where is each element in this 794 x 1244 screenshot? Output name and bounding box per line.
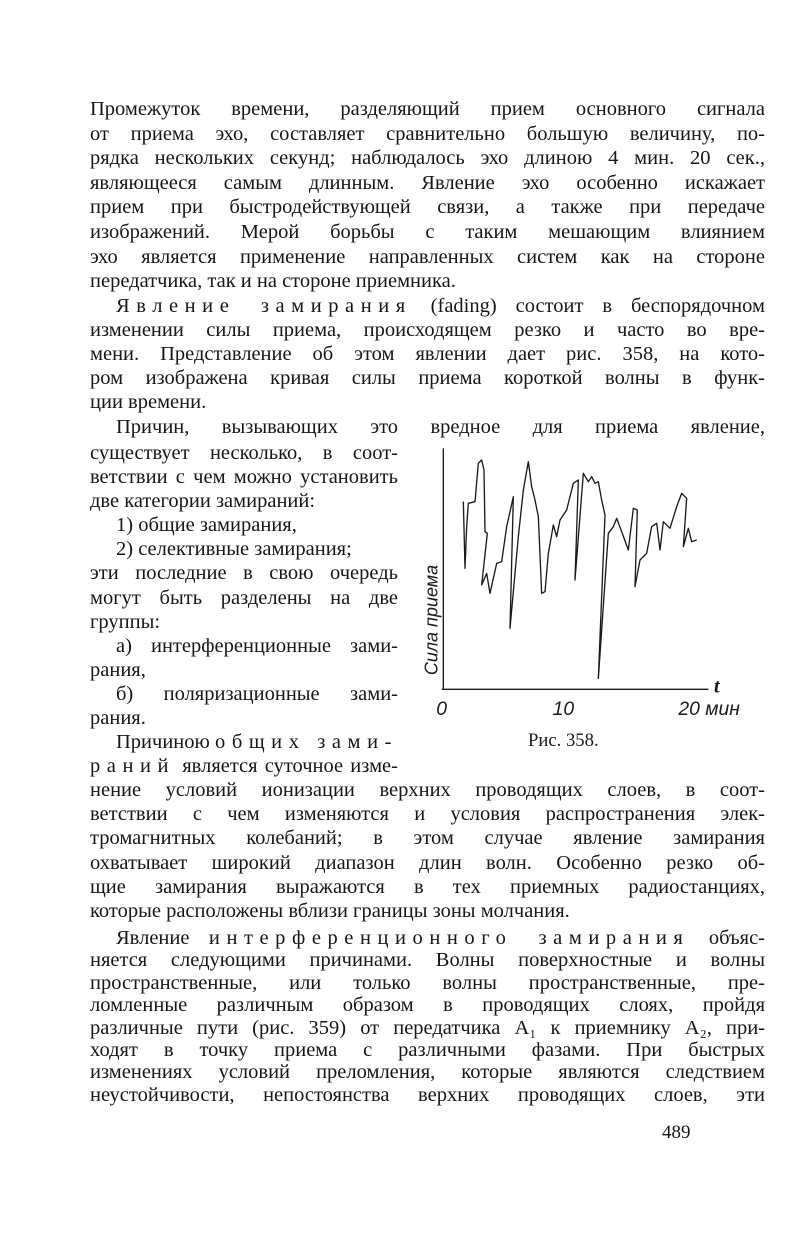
page-number: 489 bbox=[662, 1122, 691, 1143]
text-line: группы: bbox=[90, 610, 161, 633]
text-line: изменении силы приема, происходящем резко и часто во вре- bbox=[90, 319, 765, 341]
y-axis-label: Сила приема bbox=[421, 564, 442, 676]
text-line: две категории замираний: bbox=[90, 490, 316, 513]
text-line: существует несколько, в соот- bbox=[90, 442, 398, 464]
figure-358-fading-curve bbox=[400, 440, 780, 760]
x-axis-label: t bbox=[714, 675, 720, 698]
paragraph-echo bbox=[90, 97, 765, 294]
text-line: 2) селективные замирания; bbox=[116, 538, 352, 561]
text-line: б) поляризационные зами- bbox=[116, 682, 398, 705]
text-line: Промежуток времени, разделяющий прием основного сигнала bbox=[90, 98, 765, 120]
text-line: а) интерференционные зами- bbox=[116, 634, 398, 657]
x-tick-0: 0 bbox=[436, 699, 448, 720]
x-tick-20: 20 мин bbox=[678, 699, 740, 720]
text-line: эхо является применение направленных систем как на стороне bbox=[90, 245, 765, 268]
text-line: рания, bbox=[90, 658, 146, 681]
text-segment: Явление bbox=[116, 927, 209, 949]
text-segment: объяс- bbox=[689, 927, 765, 949]
paragraph-categories bbox=[90, 441, 398, 778]
text-segment: (fading) состоит в беспорядочном bbox=[411, 295, 765, 317]
text-segment: Причиною bbox=[116, 731, 216, 754]
text-line: ветствии с чем изменяются и условия распространения элек- bbox=[90, 803, 765, 826]
text-line: мени. Представление об этом явлении дает рис. 358, на кото- bbox=[90, 343, 765, 365]
figure-caption: Рис. 358. bbox=[528, 730, 599, 751]
paragraph-interference-fading bbox=[90, 927, 765, 1106]
text-line: ходят в точку приема с различными фазами. При быстрых bbox=[90, 1039, 765, 1062]
text-line bbox=[90, 730, 398, 754]
text-line bbox=[90, 294, 765, 318]
text-segment: является суточное изме- bbox=[175, 755, 398, 778]
spaced-emphasis: Явление замирания bbox=[116, 295, 412, 317]
text-line: ломленные различным образом в проводящих слоях, пройдя bbox=[90, 994, 765, 1017]
text-line: щие замирания выражаются в тех приемных радиостанциях, bbox=[90, 875, 765, 898]
text-line: ции времени. bbox=[90, 391, 207, 413]
text-line: охватывает широкий диапазон длин волн. Особенно резко об- bbox=[90, 851, 765, 874]
text-line: пространственные, или только волны пространственные, пре- bbox=[90, 971, 765, 994]
text-line: рядка нескольких секунд; наблюдалось эхо длиною 4 мин. 20 сек., bbox=[90, 147, 765, 170]
text-line: от приема эхо, составляет сравнительно большую величину, по- bbox=[90, 122, 765, 145]
paragraph-causes-intro bbox=[90, 415, 765, 439]
text-line: ром изображена кривая силы приема короткой волны в функ- bbox=[90, 367, 765, 389]
text-line: рания. bbox=[90, 707, 146, 730]
text-line: передатчика, так и на стороне приемника. bbox=[90, 270, 456, 293]
text-line: прием при быстродействующей связи, а также при передаче bbox=[90, 196, 765, 219]
text-line: ветствии с чем можно установить bbox=[90, 466, 398, 489]
signal-strength-curve bbox=[463, 460, 696, 678]
text-line: которые расположены вблизи границы зоны молчания. bbox=[90, 900, 570, 923]
text-line: могут быть разделены на две bbox=[90, 586, 398, 609]
text-line: нение условий ионизации верхних проводящих слоев, в соот- bbox=[90, 779, 765, 801]
text-line bbox=[90, 754, 398, 778]
spaced-emphasis: общих зами- bbox=[215, 731, 398, 754]
text-line: 1) общие замирания, bbox=[116, 514, 297, 537]
text-line: являющееся самым длинным. Явление эхо особенно искажает bbox=[90, 171, 765, 194]
text-line: неустойчивости, непостоянства верхних проводящих слоев, эти bbox=[90, 1083, 765, 1106]
text-line: Причин, вызывающих это вредное для приема явление, bbox=[116, 416, 765, 438]
paragraph-general-fading bbox=[90, 778, 765, 923]
text-line: няется следующими причинами. Волны поверхностные и волны bbox=[90, 949, 765, 972]
x-tick-10: 10 bbox=[552, 699, 575, 720]
spaced-emphasis: интерференционного замирания bbox=[208, 927, 690, 949]
text-line: различные пути (рис. 359) от передатчика A₁ к приемнику A₂, при- bbox=[90, 1016, 765, 1039]
text-line: тромагнитных колебаний; в этом случае явление замирания bbox=[90, 827, 765, 850]
text-line bbox=[90, 927, 765, 949]
text-line: изменениях условий преломления, которые являются следствием bbox=[90, 1061, 765, 1084]
paragraph-fading bbox=[90, 294, 765, 414]
spaced-emphasis: раний bbox=[90, 755, 176, 778]
text-line: изображений. Мерой борьбы с таким мешающим влиянием bbox=[90, 220, 765, 243]
text-line: эти последние в свою очередь bbox=[90, 562, 398, 585]
